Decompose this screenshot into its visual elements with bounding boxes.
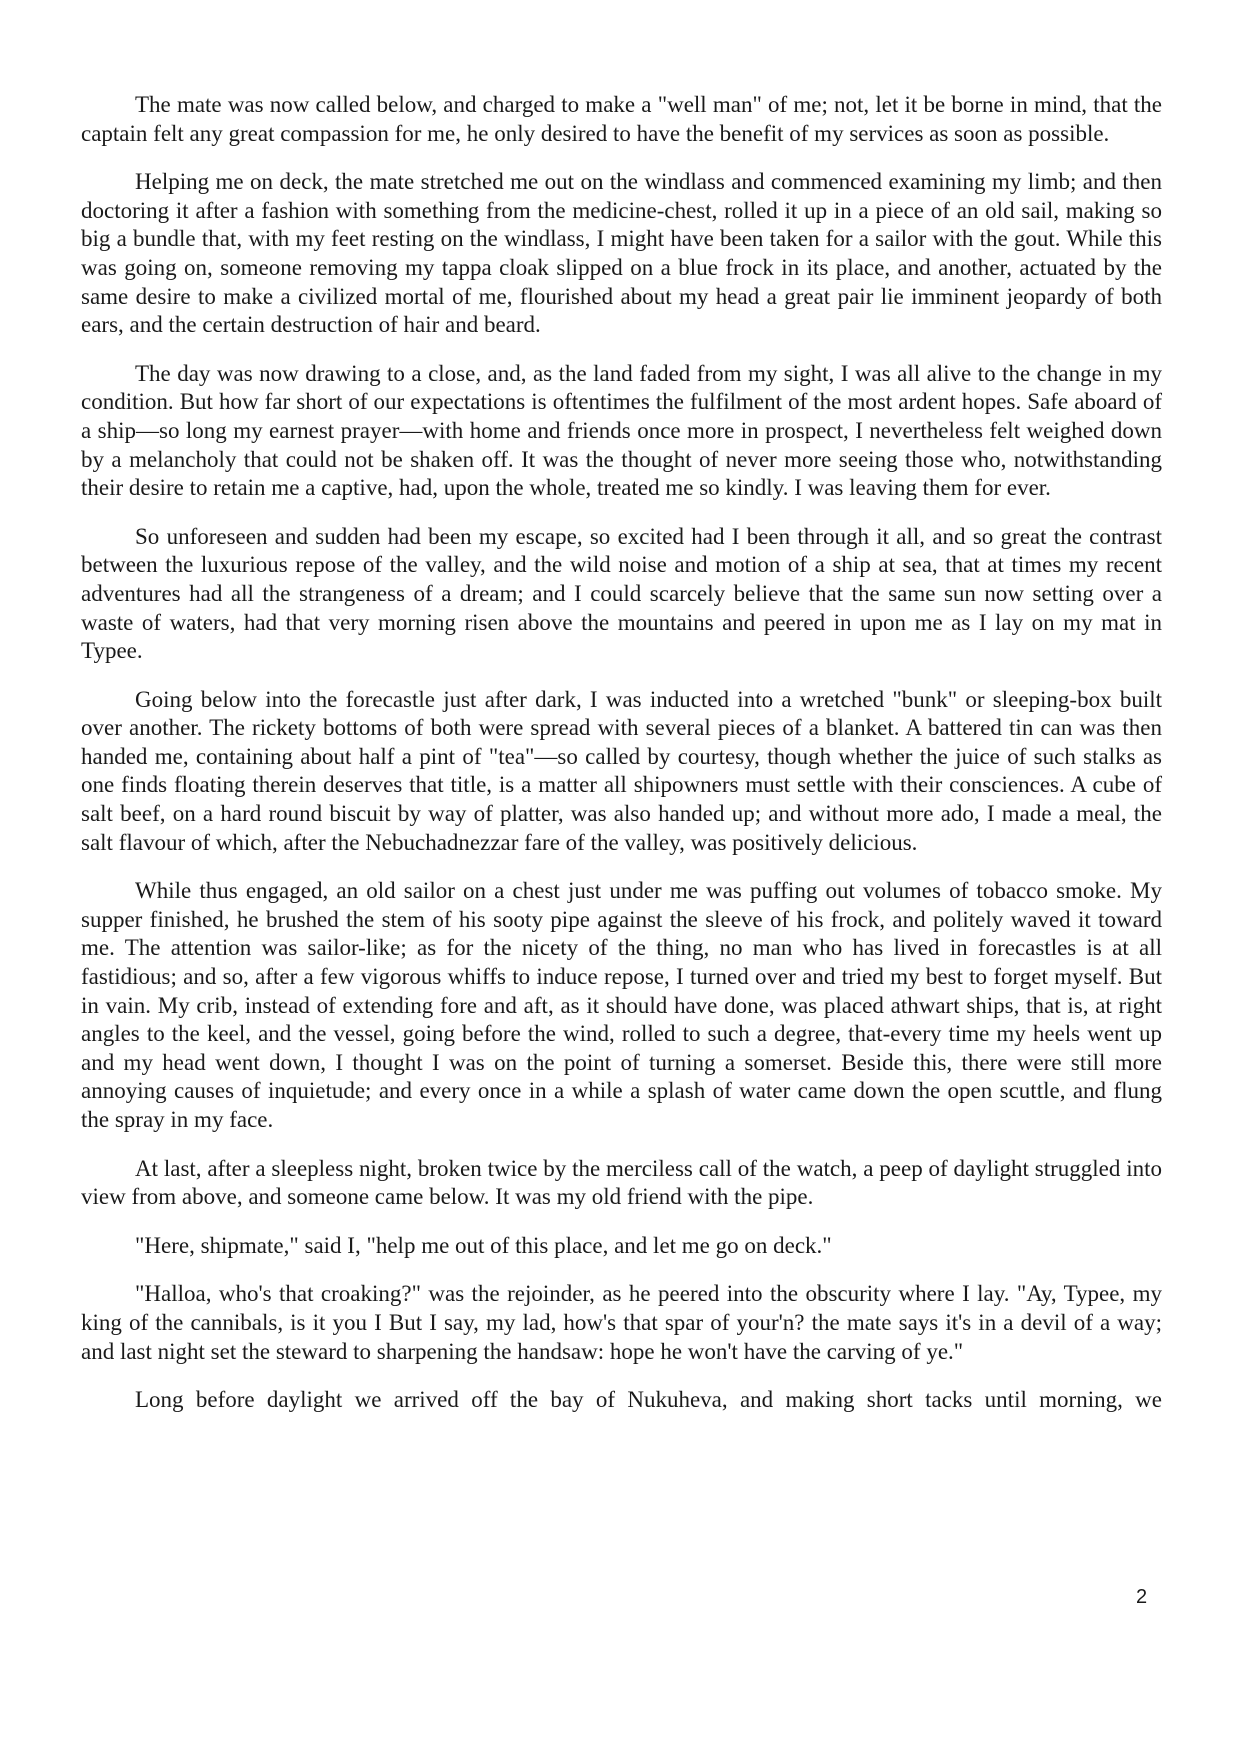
paragraph: "Halloa, who's that croaking?" was the rejoinder, as he peered into the obscurity where I lay. "Ay, Typee, my king of the cannibals, is it you I But I say, my lad, how's that spar of your'n? the mate says it's in a devil of a way; and last night set the steward to sharpening the handsaw: hope he won't have the carving of ye." — [81, 1281, 1162, 1364]
paragraph: "Here, shipmate," said I, "help me out of this place, and let me go on deck." — [135, 1232, 832, 1258]
paragraph: Helping me on deck, the mate stretched me out on the windlass and commenced examining my limb; and then doctoring it after a fashion with something from the medicine-chest, rolled it up in a piece of an old sail, making so big a bundle that, with my feet resting on the windlass, I might have been taken for a sailor with the gout. While this was going on, someone removing my tappa cloak slipped on a blue frock in its place, and another, actuated by the same desire to make a civilized mortal of me, flourished about my head a great pair lie imminent jeopardy of both ears, and the certain destruction of hair and beard. — [81, 169, 1162, 338]
paragraph: The day was now drawing to a close, and, as the land faded from my sight, I was all alive to the change in my condition. But how far short of our expectations is oftentimes the fulfilment of the most ardent hopes. Safe aboard of a ship—so long my earnest prayer—with home and friends once more in prospect, I nevertheless felt weighed down by a melancholy that could not be shaken off. It was the thought of never more seeing those who, notwithstanding their desire to retain me a captive, had, upon the whole, treated me so kindly. I was leaving them for ever. — [81, 360, 1162, 501]
page-number: 2 — [1136, 1586, 1148, 1608]
paragraph: At last, after a sleepless night, broken twice by the merciless call of the watch, a peep of daylight struggled into view from above, and someone came below. It was my old friend with the pipe. — [81, 1155, 1162, 1210]
paragraph: While thus engaged, an old sailor on a chest just under me was puffing out volumes of tobacco smoke. My supper finished, he brushed the stem of his sooty pipe against the sleeve of his frock, and politely waved it toward me. The attention was sailor-like; as for the nicety of the thing, no man who has lived in forecastles is at all fastidious; and so, after a few vigorous whiffs to induce repose, I turned over and tried my best to forget myself. But in vain. My crib, instead of extending fore and aft, as it should have done, was placed athwart ships, that is, at right angles to the keel, and the vessel, going before the wind, rolled to such a degree, that-every time my heels went up and my head went down, I thought I was on the point of turning a somerset. Beside this, there were still more annoying causes of inquietude; and every once in a while a splash of water came down the open scuttle, and flung the spray in my face. — [81, 878, 1162, 1132]
paragraph: So unforeseen and sudden had been my escape, so excited had I been through it all, and so great the contrast between the luxurious repose of the valley, and the wild noise and motion of a ship at sea, that at times my recent adventures had all the strangeness of a dream; and I could scarcely believe that the same sun now setting over a waste of waters, had that very morning risen above the mountains and peered in upon me as I lay on my mat in Typee. — [81, 523, 1162, 664]
paragraph: Going below into the forecastle just after dark, I was inducted into a wretched "bunk" or sleeping-box built over another. The rickety bottoms of both were spread with several pieces of a blanket. A battered tin can was then handed me, containing about half a pint of "tea"—so called by courtesy, though whether the juice of such stalks as one finds floating therein deserves that title, is a matter all shipowners must settle with their consciences. A cube of salt beef, on a hard round biscuit by way of platter, was also handed up; and without more ado, I made a meal, the salt flavour of which, after the Nebuchadnezzar fare of the valley, was positively delicious. — [81, 686, 1162, 855]
paragraph: The mate was now called below, and charged to make a "well man" of me; not, let it be borne in mind, that the captain felt any great compassion for me, he only desired to have the benefit of my services as soon as possible. — [81, 92, 1162, 146]
document-page — [81, 91, 1162, 1435]
paragraph-continued: Long before daylight we arrived off the bay of Nukuheva, and making short tacks until morning, we — [135, 1387, 1162, 1413]
